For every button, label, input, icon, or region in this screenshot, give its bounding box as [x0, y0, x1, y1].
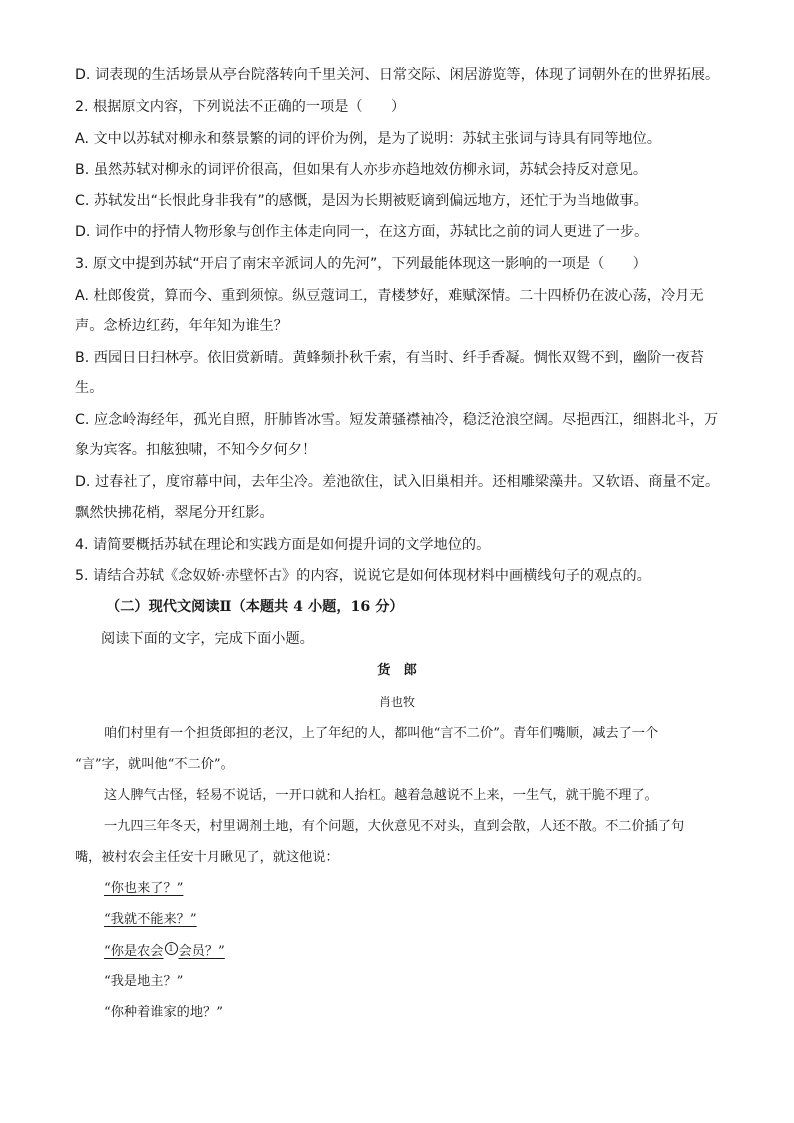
q3-option-c-line2: 象为宾客。扣舷独啸，不知今夕何夕！	[75, 442, 317, 458]
q2-option-d: D. 词作中的抒情人物形象与创作主体走向同一，在这方面，苏轼比之前的词人更进了一步。	[75, 224, 649, 240]
dialogue-line-5: “你种着谁家的地？”	[104, 1005, 223, 1020]
q3-option-b-line2: 生。	[75, 380, 104, 396]
dialogue-text-2: “我就不能来？”	[104, 912, 197, 927]
q4-stem: 4. 请简要概括苏轼在理论和实践方面是如何提升词的文学地位的。	[75, 537, 491, 553]
section-heading: （二）现代文阅读Ⅱ（本题共 4 小题，16 分）	[106, 599, 404, 615]
story-title: 货 郎	[377, 663, 417, 678]
q3-option-a-line2: 声。念桥边红药，年年知为谁生？	[75, 318, 288, 334]
q3-option-c-line1: C. 应念岭海经年，孤光自照，肝肺皆冰雪。短发萧骚襟袖冷，稳泛沧浪空阔。尽挹西江，细斟北斗，万	[75, 412, 719, 428]
story-author: 肖也牧	[378, 695, 415, 709]
q2-option-b: B. 虽然苏轼对柳永的词评价很高，但如果有人亦步亦趋地效仿柳永词，苏轼会持反对意见。	[75, 162, 648, 178]
q2-option-c: C. 苏轼发出“长恨此身非我有”的感慨，是因为长期被贬谪到偏远地方，还忙于为当地做事。	[75, 193, 648, 209]
story-p1-line1: 咱们村里有一个担货郎担的老汉，上了年纪的人，都叫他“言不二价”。青年们嘴顺，减去了一个	[104, 726, 659, 741]
dialogue-line-2	[104, 911, 197, 929]
story-p3-line2: 嘴，被村农会主任安十月瞅见了，就这他说：	[75, 850, 339, 865]
q3-stem: 3. 原文中提到苏轼“开启了南宋辛派词人的先河”，下列最能体现这一影响的一项是（ ）	[75, 256, 647, 272]
q2-option-a: A. 文中以苏轼对柳永和蔡景繁的词的评价为例，是为了说明：苏轼主张词与诗具有同等地位。	[75, 131, 661, 147]
footnote-marker[interactable]: 1	[165, 942, 178, 955]
story-p3-line1: 一九四三年冬天，村里调剂土地，有个问题，大伙意见不对头，直到会散，人还不散。不二价插了句	[104, 819, 685, 834]
q5-stem: 5. 请结合苏轼《念奴娇·赤壁怀古》的内容，说说它是如何体现材料中画横线句子的观点的。	[75, 568, 651, 584]
story-p1-line2: “言”字，就叫他“不二价”。	[75, 757, 234, 772]
q2-stem: 2. 根据原文内容，下列说法不正确的一项是（ ）	[75, 99, 406, 115]
dialogue-line-1	[104, 880, 183, 898]
q3-option-d-line1: D. 过春社了，度帘幕中间，去年尘冷。差池欲住，试入旧巢相并。还相雕梁藻井。又软语、商量不定。	[75, 474, 720, 490]
dialogue-text-3-before: “你是农会	[104, 944, 164, 959]
dialogue-text-1: “你也来了？”	[104, 881, 184, 896]
dialogue-line-3	[104, 942, 225, 961]
q1-option-d: D. 词表现的生活场景从亭台院落转向千里关河、日常交际、闲居游览等，体现了词朝外在的世界拓展。	[75, 67, 720, 83]
dialogue-text-3-after: 会员？”	[178, 944, 225, 959]
dialogue-line-4: “我是地主？”	[104, 974, 184, 989]
q3-option-b-line1: B. 西园日日扫林亭。依旧赏新晴。黄蜂频扑秋千索，有当时、纤手香凝。惆怅双鸳不到，幽阶一夜苔	[75, 350, 704, 366]
q3-option-d-line2: 飘然快拂花梢，翠尾分开红影。	[75, 505, 274, 521]
q3-option-a-line1: A. 杜郎俊赏，算而今、重到须惊。纵豆蔻词工，青楼梦好，难赋深情。二十四桥仍在波心荡，冷月无	[75, 288, 704, 304]
story-p2: 这人脾气古怪，轻易不说话，一开口就和人抬杠。越着急越说不上来，一生气，就干脆不理了。	[104, 788, 658, 803]
section-instruction: 阅读下面的文字，完成下面小题。	[101, 631, 314, 647]
